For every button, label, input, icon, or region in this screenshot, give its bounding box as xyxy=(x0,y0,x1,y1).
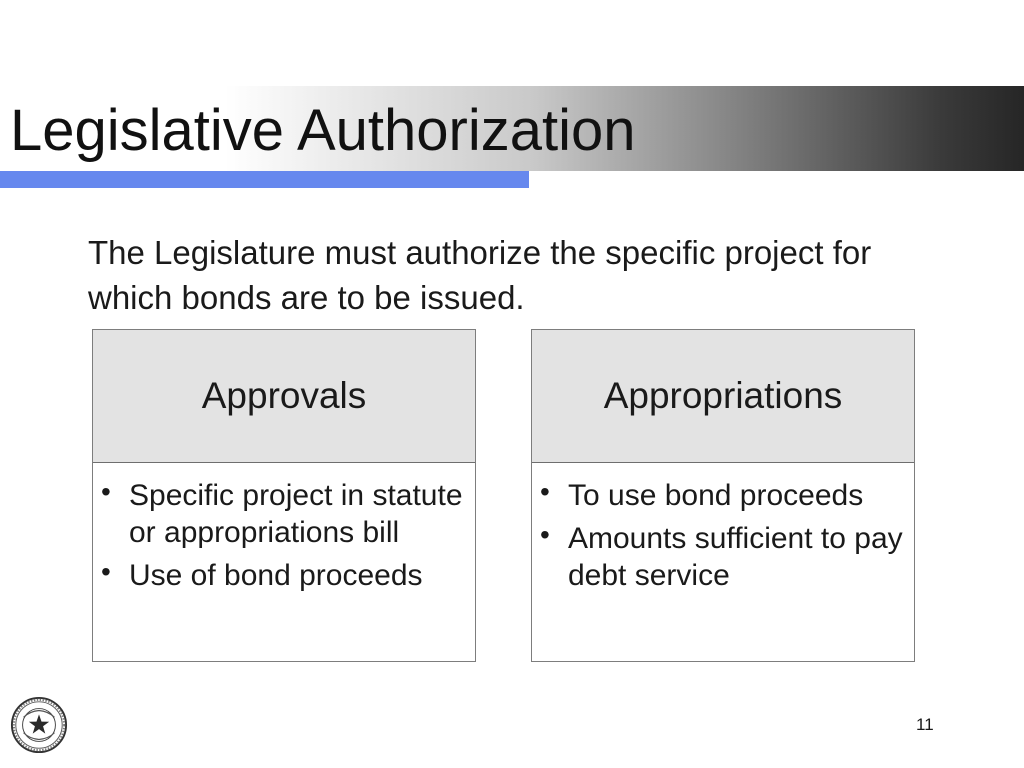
list-item-text: Amounts sufficient to pay debt service xyxy=(568,522,903,592)
intro-text: The Legislature must authorize the specific project for which bonds are to be issued. xyxy=(88,234,872,316)
bullet-icon: • xyxy=(101,476,111,507)
list-item xyxy=(101,556,467,594)
appropriations-list xyxy=(532,463,914,594)
page-number: 11 xyxy=(916,715,934,734)
list-item-text: To use bond proceeds xyxy=(568,479,864,512)
list-item-text: Specific project in statute or appropriations bill xyxy=(129,479,463,549)
list-item xyxy=(540,519,906,594)
approvals-list xyxy=(93,463,475,594)
bullet-icon: • xyxy=(101,556,111,587)
title-accent-bar xyxy=(0,171,529,188)
slide-title: Legislative Authorization xyxy=(10,98,636,163)
list-item xyxy=(540,476,906,514)
approvals-heading: Approvals xyxy=(93,330,475,463)
appropriations-box xyxy=(531,329,915,662)
list-item xyxy=(101,476,467,551)
state-seal-icon xyxy=(10,696,68,754)
list-item-text: Use of bond proceeds xyxy=(129,559,423,592)
bullet-icon: • xyxy=(540,476,550,507)
bullet-icon: • xyxy=(540,519,550,550)
appropriations-heading: Appropriations xyxy=(532,330,914,463)
approvals-box xyxy=(92,329,476,662)
